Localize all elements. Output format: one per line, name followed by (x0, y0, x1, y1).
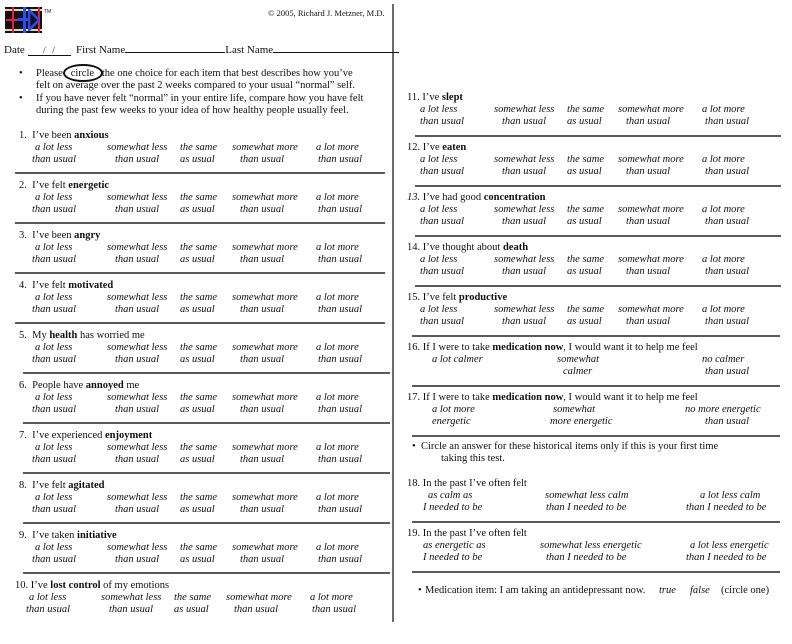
option-12-2-line1[interactable]: somewhat less (494, 154, 555, 165)
historical-note-line1: Circle an answer for these historical items only if this is your first time (421, 441, 719, 452)
item-title-10 (15, 580, 169, 591)
item-text: I’ve been (32, 130, 75, 141)
option-5-5-line1[interactable]: a lot more (316, 342, 359, 353)
item-divider-line (23, 572, 390, 574)
option-11-3-line2[interactable]: as usual (567, 116, 602, 127)
option-9-4-line1[interactable]: somewhat more (232, 542, 298, 553)
option-1-5-line1[interactable]: a lot more (316, 142, 359, 153)
option-1-4-line1[interactable]: somewhat more (232, 142, 298, 153)
option-13-5-line1[interactable]: a lot more (702, 204, 745, 215)
item-keyword: health (49, 330, 78, 341)
option-5-3-line1[interactable]: the same (180, 342, 218, 353)
option-8-4-line1[interactable]: somewhat more (232, 492, 298, 503)
item-divider-line (415, 285, 781, 287)
option-12-2-line2[interactable]: than usual (502, 166, 547, 177)
item-number: 13. (407, 192, 423, 203)
item-number: 9. (19, 530, 33, 541)
option-11-5-line2[interactable]: than usual (705, 116, 750, 127)
instruction-bullet-1: • (19, 68, 23, 79)
circle-oval-icon (63, 64, 103, 82)
option-4-4-line1[interactable]: somewhat more (232, 292, 298, 303)
item-title-4 (19, 280, 113, 291)
option-7-5-line1[interactable]: a lot more (316, 442, 359, 453)
option-18-3-line2[interactable]: than I needed to be (686, 502, 767, 513)
item-title-6 (19, 380, 139, 391)
option-15-3-line1[interactable]: the same (567, 304, 605, 315)
item-text-suffix: , I would want it to help me feel (563, 342, 698, 353)
name-date-line (4, 42, 399, 56)
item-number: 14. (407, 242, 423, 253)
date-field[interactable]: / / (28, 45, 71, 56)
medication-false-option[interactable]: false (690, 585, 710, 596)
option-1-4-line2[interactable]: than usual (240, 154, 285, 165)
option-2-5-line1[interactable]: a lot more (316, 192, 359, 203)
option-11-4-line1[interactable]: somewhat more (618, 104, 684, 115)
item-keyword: medication now (492, 342, 564, 353)
option-12-5-line1[interactable]: a lot more (702, 154, 745, 165)
option-9-5-line2[interactable]: than usual (318, 554, 363, 565)
option-19-3-line1[interactable]: a lot less energetic (690, 540, 769, 551)
item-keyword: angry (74, 230, 101, 241)
option-10-4-line2[interactable]: than usual (234, 604, 279, 615)
item-text: People have (32, 380, 86, 391)
item-keyword: slept (441, 92, 463, 103)
option-2-4-line1[interactable]: somewhat more (232, 192, 298, 203)
option-12-1-line1[interactable]: a lot less (420, 154, 458, 165)
item-text: I’ve (422, 142, 443, 153)
option-4-3-line2[interactable]: as usual (180, 304, 215, 315)
option-14-2-line2[interactable]: than usual (502, 266, 547, 277)
option-4-3-line1[interactable]: the same (180, 292, 218, 303)
item-divider-line (23, 472, 390, 474)
option-11-1-line1[interactable]: a lot less (420, 104, 458, 115)
option-4-1-line1[interactable]: a lot less (35, 292, 73, 303)
first-name-field[interactable] (125, 42, 225, 53)
option-13-4-line2[interactable]: than usual (626, 216, 671, 227)
column-divider (392, 4, 394, 622)
option-8-3-line1[interactable]: the same (180, 492, 218, 503)
copyright: © 2005, Richard J. Metzner, M.D. (268, 8, 385, 18)
option-7-2-line1[interactable]: somewhat less (107, 442, 168, 453)
option-8-5-line2[interactable]: than usual (318, 504, 363, 515)
option-5-5-line2[interactable]: than usual (318, 354, 363, 365)
option-13-3-line2[interactable]: as usual (567, 216, 602, 227)
option-2-1-line2[interactable]: than usual (32, 204, 77, 215)
option-3-3-line2[interactable]: as usual (180, 254, 215, 265)
option-17-2-line1[interactable]: somewhat (553, 404, 595, 415)
option-3-4-line1[interactable]: somewhat more (232, 242, 298, 253)
option-10-2-line2[interactable]: than usual (109, 604, 154, 615)
option-13-1-line1[interactable]: a lot less (420, 204, 458, 215)
last-name-label: Last Name (225, 44, 274, 56)
option-17-1-line2[interactable]: energetic (432, 416, 471, 427)
item-number: 18. (407, 478, 423, 489)
option-4-2-line1[interactable]: somewhat less (107, 292, 168, 303)
item-text: In the past I’ve often felt (422, 478, 527, 489)
option-12-5-line2[interactable]: than usual (705, 166, 750, 177)
option-8-1-line1[interactable]: a lot less (35, 492, 73, 503)
option-7-3-line1[interactable]: the same (180, 442, 218, 453)
option-9-5-line1[interactable]: a lot more (316, 542, 359, 553)
option-18-1-line2[interactable]: I needed to be (423, 502, 483, 513)
option-3-2-line2[interactable]: than usual (115, 254, 160, 265)
item-divider-line (415, 185, 781, 187)
option-11-4-line2[interactable]: than usual (626, 116, 671, 127)
option-15-1-line1[interactable]: a lot less (420, 304, 458, 315)
option-10-3-line1[interactable]: the same (174, 592, 212, 603)
option-18-1-line1[interactable]: as calm as (428, 490, 473, 501)
option-13-2-line2[interactable]: than usual (502, 216, 547, 227)
option-14-5-line2[interactable]: than usual (705, 266, 750, 277)
item-divider-line (15, 172, 385, 174)
option-9-3-line2[interactable]: as usual (180, 554, 215, 565)
item-text: My (32, 330, 50, 341)
medication-item-label: Medication item: I am taking an antidepressant now. (425, 585, 646, 596)
item-divider-line (412, 521, 780, 523)
option-5-3-line2[interactable]: as usual (180, 354, 215, 365)
item-text: I’ve thought about (422, 242, 503, 253)
item-keyword: annoyed (85, 380, 124, 391)
item-keyword: initiative (77, 530, 117, 541)
option-3-1-line1[interactable]: a lot less (35, 242, 73, 253)
option-13-3-line1[interactable]: the same (567, 204, 605, 215)
option-5-4-line2[interactable]: than usual (240, 354, 285, 365)
item-keyword: agitated (68, 480, 105, 491)
option-8-2-line1[interactable]: somewhat less (107, 492, 168, 503)
option-12-3-line1[interactable]: the same (567, 154, 605, 165)
medication-item-hint: (circle one) (721, 585, 770, 596)
item-title-12 (407, 142, 466, 153)
item-title-11 (407, 92, 463, 103)
option-19-2-line1[interactable]: somewhat less energetic (540, 540, 642, 551)
option-8-4-line2[interactable]: than usual (240, 504, 285, 515)
item-text: I’ve experienced (32, 430, 105, 441)
option-1-2-line1[interactable]: somewhat less (107, 142, 168, 153)
option-6-3-line2[interactable]: as usual (180, 404, 215, 415)
option-19-1-line2[interactable]: I needed to be (423, 552, 483, 563)
option-5-2-line2[interactable]: than usual (115, 354, 160, 365)
option-14-4-line2[interactable]: than usual (626, 266, 671, 277)
option-18-2-line2[interactable]: than I needed to be (546, 502, 627, 513)
item-title-17 (407, 392, 698, 403)
item-number: 6. (19, 380, 33, 391)
item-title-14 (407, 242, 528, 253)
item-number: 3. (19, 230, 33, 241)
item-text: I’ve been (32, 230, 75, 241)
option-6-4-line1[interactable]: somewhat more (232, 392, 298, 403)
item-number: 15. (407, 292, 423, 303)
option-14-3-line1[interactable]: the same (567, 254, 605, 265)
option-6-5-line1[interactable]: a lot more (316, 392, 359, 403)
option-8-5-line1[interactable]: a lot more (316, 492, 359, 503)
item-keyword: lost control (50, 580, 101, 591)
circled-word: circle (70, 68, 95, 79)
option-17-1-line1[interactable]: a lot more (432, 404, 475, 415)
item-number: 16. (407, 342, 423, 353)
ttd-logo-icon (5, 7, 42, 33)
item-keyword: enjoyment (105, 430, 153, 441)
option-7-5-line2[interactable]: than usual (318, 454, 363, 465)
item-number: 8. (19, 480, 33, 491)
option-1-5-line2[interactable]: than usual (318, 154, 363, 165)
item-divider-line (412, 571, 780, 573)
option-2-3-line2[interactable]: as usual (180, 204, 215, 215)
option-4-2-line2[interactable]: than usual (115, 304, 160, 315)
item-keyword: productive (458, 292, 508, 303)
option-18-3-line1[interactable]: a lot less calm (700, 490, 761, 501)
option-4-1-line2[interactable]: than usual (32, 304, 77, 315)
item-title-7 (19, 430, 152, 441)
instruction-2 (36, 93, 363, 117)
option-1-1-line1[interactable]: a lot less (35, 142, 73, 153)
instruction-2-line2: during the past few weeks to your idea of how healthy people usually feel. (36, 105, 349, 116)
option-13-5-line2[interactable]: than usual (705, 216, 750, 227)
instruction-1-suffix: the one choice for each item that best describes how you’ve (101, 68, 353, 79)
option-15-2-line2[interactable]: than usual (502, 316, 547, 327)
item-text: I’ve (30, 580, 51, 591)
item-number: 12. (407, 142, 423, 153)
option-9-2-line2[interactable]: than usual (115, 554, 160, 565)
option-11-2-line2[interactable]: than usual (502, 116, 547, 127)
option-7-4-line1[interactable]: somewhat more (232, 442, 298, 453)
option-3-3-line1[interactable]: the same (180, 242, 218, 253)
option-6-2-line1[interactable]: somewhat less (107, 392, 168, 403)
item-number: 19. (407, 528, 423, 539)
option-1-3-line1[interactable]: the same (180, 142, 218, 153)
option-9-2-line1[interactable]: somewhat less (107, 542, 168, 553)
option-16-3-line1[interactable]: no calmer (702, 354, 745, 365)
item-text: I’ve taken (32, 530, 78, 541)
item-divider-line (412, 435, 780, 437)
option-16-2-line1[interactable]: somewhat (557, 354, 599, 365)
item-number: 1. (19, 130, 33, 141)
option-8-2-line2[interactable]: than usual (115, 504, 160, 515)
item-divider-line (23, 522, 390, 524)
item-title-9 (19, 530, 117, 541)
option-13-2-line1[interactable]: somewhat less (494, 204, 555, 215)
option-7-4-line2[interactable]: than usual (240, 454, 285, 465)
item-title-13 (407, 192, 546, 203)
item-text: In the past I’ve often felt (422, 528, 527, 539)
option-4-4-line2[interactable]: than usual (240, 304, 285, 315)
item-divider-line (412, 385, 780, 387)
option-13-4-line1[interactable]: somewhat more (618, 204, 684, 215)
instruction-bullet-2: • (19, 93, 23, 104)
item-divider-line (415, 135, 781, 137)
option-18-2-line1[interactable]: somewhat less calm (545, 490, 629, 501)
option-1-2-line2[interactable]: than usual (115, 154, 160, 165)
item-title-16 (407, 342, 698, 353)
item-number: 10. (15, 580, 31, 591)
option-11-5-line1[interactable]: a lot more (702, 104, 745, 115)
option-14-2-line1[interactable]: somewhat less (494, 254, 555, 265)
option-10-5-line2[interactable]: than usual (312, 604, 357, 615)
option-15-2-line1[interactable]: somewhat less (494, 304, 555, 315)
item-text: I’ve felt (422, 292, 459, 303)
option-1-3-line2[interactable]: as usual (180, 154, 215, 165)
option-14-1-line1[interactable]: a lot less (420, 254, 458, 265)
option-17-2-line2[interactable]: more energetic (550, 416, 613, 427)
option-2-4-line2[interactable]: than usual (240, 204, 285, 215)
last-name-field[interactable] (273, 42, 399, 53)
option-17-3-line2[interactable]: than usual (705, 416, 750, 427)
option-2-3-line1[interactable]: the same (180, 192, 218, 203)
item-title-3 (19, 230, 100, 241)
item-title-2 (19, 180, 109, 191)
instruction-1-prefix: Please (36, 68, 63, 79)
option-9-1-line2[interactable]: than usual (32, 554, 77, 565)
option-8-1-line2[interactable]: than usual (32, 504, 77, 515)
date-label: Date (4, 44, 25, 56)
option-4-5-line1[interactable]: a lot more (316, 292, 359, 303)
item-divider-line (15, 322, 385, 324)
option-5-2-line1[interactable]: somewhat less (107, 342, 168, 353)
item-text: I’ve felt (32, 480, 69, 491)
option-7-2-line2[interactable]: than usual (115, 454, 160, 465)
medication-item-bullet: • (418, 585, 422, 596)
option-12-4-line1[interactable]: somewhat more (618, 154, 684, 165)
option-14-4-line1[interactable]: somewhat more (618, 254, 684, 265)
item-keyword: anxious (74, 130, 109, 141)
option-6-1-line2[interactable]: than usual (32, 404, 77, 415)
option-7-3-line2[interactable]: as usual (180, 454, 215, 465)
option-13-1-line2[interactable]: than usual (420, 216, 465, 227)
instruction-1-line2: felt on average over the past 2 weeks compared to your usual “normal” self. (36, 80, 355, 91)
option-11-2-line1[interactable]: somewhat less (494, 104, 555, 115)
option-10-2-line1[interactable]: somewhat less (101, 592, 162, 603)
option-16-3-line2[interactable]: than usual (705, 366, 750, 377)
item-text: If I were to take (422, 342, 493, 353)
item-title-5 (19, 330, 145, 341)
item-keyword: medication now (492, 392, 564, 403)
item-divider-line (412, 335, 780, 337)
option-2-5-line2[interactable]: than usual (318, 204, 363, 215)
option-15-4-line1[interactable]: somewhat more (618, 304, 684, 315)
option-9-3-line1[interactable]: the same (180, 542, 218, 553)
item-number: 2. (19, 180, 33, 191)
item-keyword: eaten (442, 142, 467, 153)
option-2-2-line1[interactable]: somewhat less (107, 192, 168, 203)
item-keyword: concentration (483, 192, 546, 203)
item-keyword: energetic (68, 180, 110, 191)
item-text-suffix: , I would want it to help me feel (563, 392, 698, 403)
option-19-2-line2[interactable]: than I needed to be (546, 552, 627, 563)
medication-true-option[interactable]: true (659, 585, 676, 596)
first-name-label: First Name (76, 44, 126, 56)
option-4-5-line2[interactable]: than usual (318, 304, 363, 315)
option-14-5-line1[interactable]: a lot more (702, 254, 745, 265)
option-15-4-line2[interactable]: than usual (626, 316, 671, 327)
option-9-1-line1[interactable]: a lot less (35, 542, 73, 553)
option-15-1-line2[interactable]: than usual (420, 316, 465, 327)
item-divider-line (23, 422, 390, 424)
option-3-2-line1[interactable]: somewhat less (107, 242, 168, 253)
option-10-5-line1[interactable]: a lot more (310, 592, 353, 603)
option-6-4-line2[interactable]: than usual (240, 404, 285, 415)
item-text-suffix: of my emotions (100, 580, 170, 591)
option-3-4-line2[interactable]: than usual (240, 254, 285, 265)
item-keyword: motivated (68, 280, 114, 291)
option-12-3-line2[interactable]: as usual (567, 166, 602, 177)
option-7-1-line1[interactable]: a lot less (35, 442, 73, 453)
option-6-1-line1[interactable]: a lot less (35, 392, 73, 403)
item-title-19 (407, 528, 527, 539)
option-15-3-line2[interactable]: as usual (567, 316, 602, 327)
option-7-1-line2[interactable]: than usual (32, 454, 77, 465)
option-3-1-line2[interactable]: than usual (32, 254, 77, 265)
option-2-2-line2[interactable]: than usual (115, 204, 160, 215)
item-title-15 (407, 292, 507, 303)
option-6-2-line2[interactable]: than usual (115, 404, 160, 415)
trademark: TM (44, 9, 52, 15)
item-number: 17. (407, 392, 423, 403)
option-6-3-line1[interactable]: the same (180, 392, 218, 403)
option-1-1-line2[interactable]: than usual (32, 154, 77, 165)
option-12-1-line2[interactable]: than usual (420, 166, 465, 177)
item-number: 5. (19, 330, 33, 341)
item-text-suffix: has worried me (77, 330, 145, 341)
option-3-5-line2[interactable]: than usual (318, 254, 363, 265)
historical-note-line2: taking this test. (441, 453, 505, 464)
option-8-3-line2[interactable]: as usual (180, 504, 215, 515)
option-19-1-line1[interactable]: as energetic as (423, 540, 486, 551)
item-number: 7. (19, 430, 33, 441)
option-5-1-line1[interactable]: a lot less (35, 342, 73, 353)
historical-note-bullet: • (412, 441, 416, 452)
option-17-3-line1[interactable]: no more energetic (685, 404, 761, 415)
option-19-3-line2[interactable]: than I needed to be (686, 552, 767, 563)
item-number: 11. (407, 92, 423, 103)
option-15-5-line2[interactable]: than usual (705, 316, 750, 327)
option-14-1-line2[interactable]: than usual (420, 266, 465, 277)
item-title-1 (19, 130, 109, 141)
item-text: I’ve felt (32, 280, 69, 291)
item-divider-line (15, 272, 385, 274)
item-text-suffix: me (123, 380, 140, 391)
option-14-3-line2[interactable]: as usual (567, 266, 602, 277)
item-text: I’ve (422, 92, 442, 103)
option-11-3-line1[interactable]: the same (567, 104, 605, 115)
option-2-1-line1[interactable]: a lot less (35, 192, 73, 203)
option-10-1-line1[interactable]: a lot less (29, 592, 67, 603)
option-6-5-line2[interactable]: than usual (318, 404, 363, 415)
option-16-1-line1[interactable]: a lot calmer (432, 354, 483, 365)
option-10-4-line1[interactable]: somewhat more (226, 592, 292, 603)
item-title-18 (407, 478, 527, 489)
option-5-4-line1[interactable]: somewhat more (232, 342, 298, 353)
option-16-2-line2[interactable]: calmer (563, 366, 593, 377)
item-text: I’ve felt (32, 180, 69, 191)
item-text: If I were to take (422, 392, 493, 403)
option-9-4-line2[interactable]: than usual (240, 554, 285, 565)
item-title-8 (19, 480, 104, 491)
item-text: I’ve had good (422, 192, 484, 203)
item-divider-line (23, 372, 390, 374)
item-keyword: death (502, 242, 529, 253)
instruction-2-line1: If you have never felt “normal” in your entire life, compare how you have felt (36, 93, 364, 104)
option-5-1-line2[interactable]: than usual (32, 354, 77, 365)
option-10-1-line2[interactable]: than usual (26, 604, 71, 615)
option-10-3-line2[interactable]: as usual (174, 604, 209, 615)
option-11-1-line2[interactable]: than usual (420, 116, 465, 127)
option-3-5-line1[interactable]: a lot more (316, 242, 359, 253)
item-number: 4. (19, 280, 33, 291)
option-15-5-line1[interactable]: a lot more (702, 304, 745, 315)
item-divider-line (15, 222, 385, 224)
item-divider-line (415, 235, 781, 237)
option-12-4-line2[interactable]: than usual (626, 166, 671, 177)
